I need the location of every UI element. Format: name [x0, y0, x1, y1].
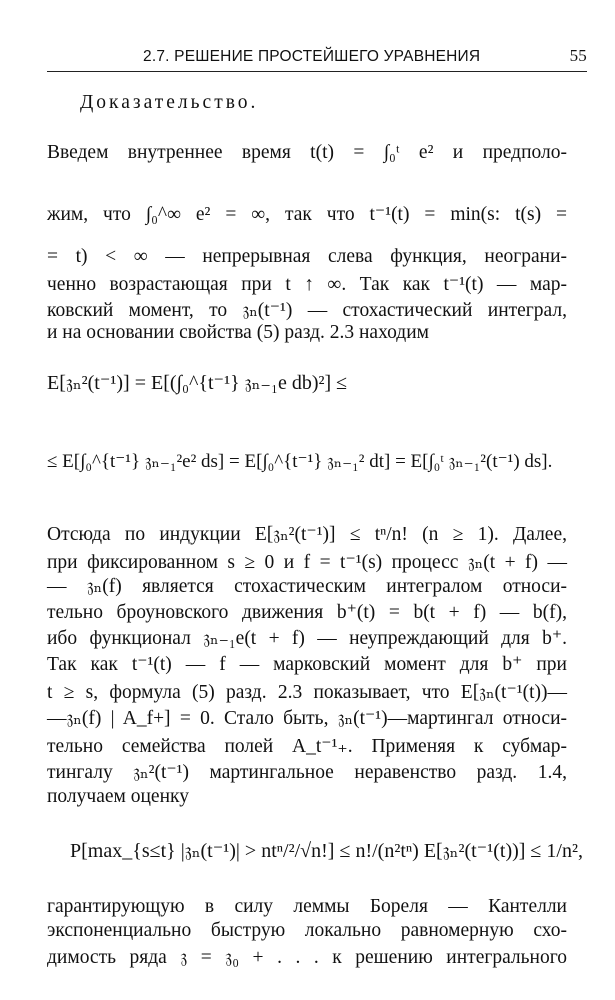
- text-line-6: и на основании свойства (5) разд. 2.3 находим: [47, 322, 429, 343]
- text-line-1: Введем внутреннее время t(t) = ∫₀ᵗ e² и предполо-: [47, 142, 567, 163]
- text-line-12: Так как t⁻¹(t) — f — марковский момент для b⁺ при: [47, 654, 567, 675]
- text-line-15: тельно семейства полей A_t⁻¹₊. Применяя к субмар-: [47, 736, 567, 757]
- text-line-8: при фиксированном s ≥ 0 и f = t⁻¹(s) процесс 𝔷ₙ(t + f) —: [47, 552, 567, 573]
- page-number: 55: [569, 46, 587, 65]
- formula-3: P[max_{s≤t} |𝔷ₙ(t⁻¹)| > ntⁿ/²/√n!] ≤ n!/(n²tⁿ) E[𝔷ₙ²(t⁻¹(t))] ≤ 1/n²,: [70, 840, 583, 862]
- proof-heading: Доказательство.: [80, 92, 259, 113]
- header-rule: [47, 71, 587, 72]
- text-line-3: = t) < ∞ — непрерывная слева функция, неограни-: [47, 246, 567, 267]
- text-line-17: получаем оценку: [47, 786, 189, 807]
- formula-2: ≤ E[∫₀^{t⁻¹} 𝔷ₙ₋₁²e² ds] = E[∫₀^{t⁻¹} 𝔷ₙ₋₁² dt] = E[∫₀ᵗ 𝔷ₙ₋₁²(t⁻¹) ds].: [47, 451, 553, 472]
- text-line-14: —𝔷ₙ(f) | A_f+] = 0. Стало быть, 𝔷ₙ(t⁻¹)—мартингал относи-: [47, 708, 567, 729]
- running-header: [47, 44, 587, 70]
- text-line-11: ибо функционал 𝔷ₙ₋₁e(t + f) — неупреждающий для b⁺.: [47, 628, 567, 649]
- text-line-13: t ≥ s, формула (5) разд. 2.3 показывает, что E[𝔷ₙ(t⁻¹(t))—: [47, 682, 567, 703]
- text-line-20: димость ряда 𝔷 = 𝔷₀ + . . . к решению интегрального: [47, 947, 567, 968]
- formula-1: E[𝔷ₙ²(t⁻¹)] = E[(∫₀^{t⁻¹} 𝔷ₙ₋₁e db)²] ≤: [47, 372, 348, 394]
- text-line-19: экспоненциально быструю локально равномерную схо-: [47, 920, 567, 941]
- text-line-9: — 𝔷ₙ(f) является стохастическим интегралом относи-: [47, 576, 567, 597]
- text-line-2: жим, что ∫₀^∞ e² = ∞, так что t⁻¹(t) = min(s: t(s) =: [47, 204, 567, 225]
- text-line-10: тельно броуновского движения b⁺(t) = b(t + f) — b(f),: [47, 602, 567, 623]
- text-line-4: ченно возрастающая при t ↑ ∞. Так как t⁻¹(t) — мар-: [47, 274, 567, 295]
- text-line-5: ковский момент, то 𝔷ₙ(t⁻¹) — стохастический интеграл,: [47, 300, 567, 321]
- text-line-7: Отсюда по индукции E[𝔷ₙ²(t⁻¹)] ≤ tⁿ/n! (n ≥ 1). Далее,: [47, 524, 567, 545]
- text-line-18: гарантирующую в силу леммы Бореля — Кантелли: [47, 896, 567, 917]
- section-title: 2.7. РЕШЕНИЕ ПРОСТЕЙШЕГО УРАВНЕНИЯ: [143, 48, 481, 65]
- text-line-16: тингалу 𝔷ₙ²(t⁻¹) мартингальное неравенство разд. 1.4,: [47, 762, 567, 783]
